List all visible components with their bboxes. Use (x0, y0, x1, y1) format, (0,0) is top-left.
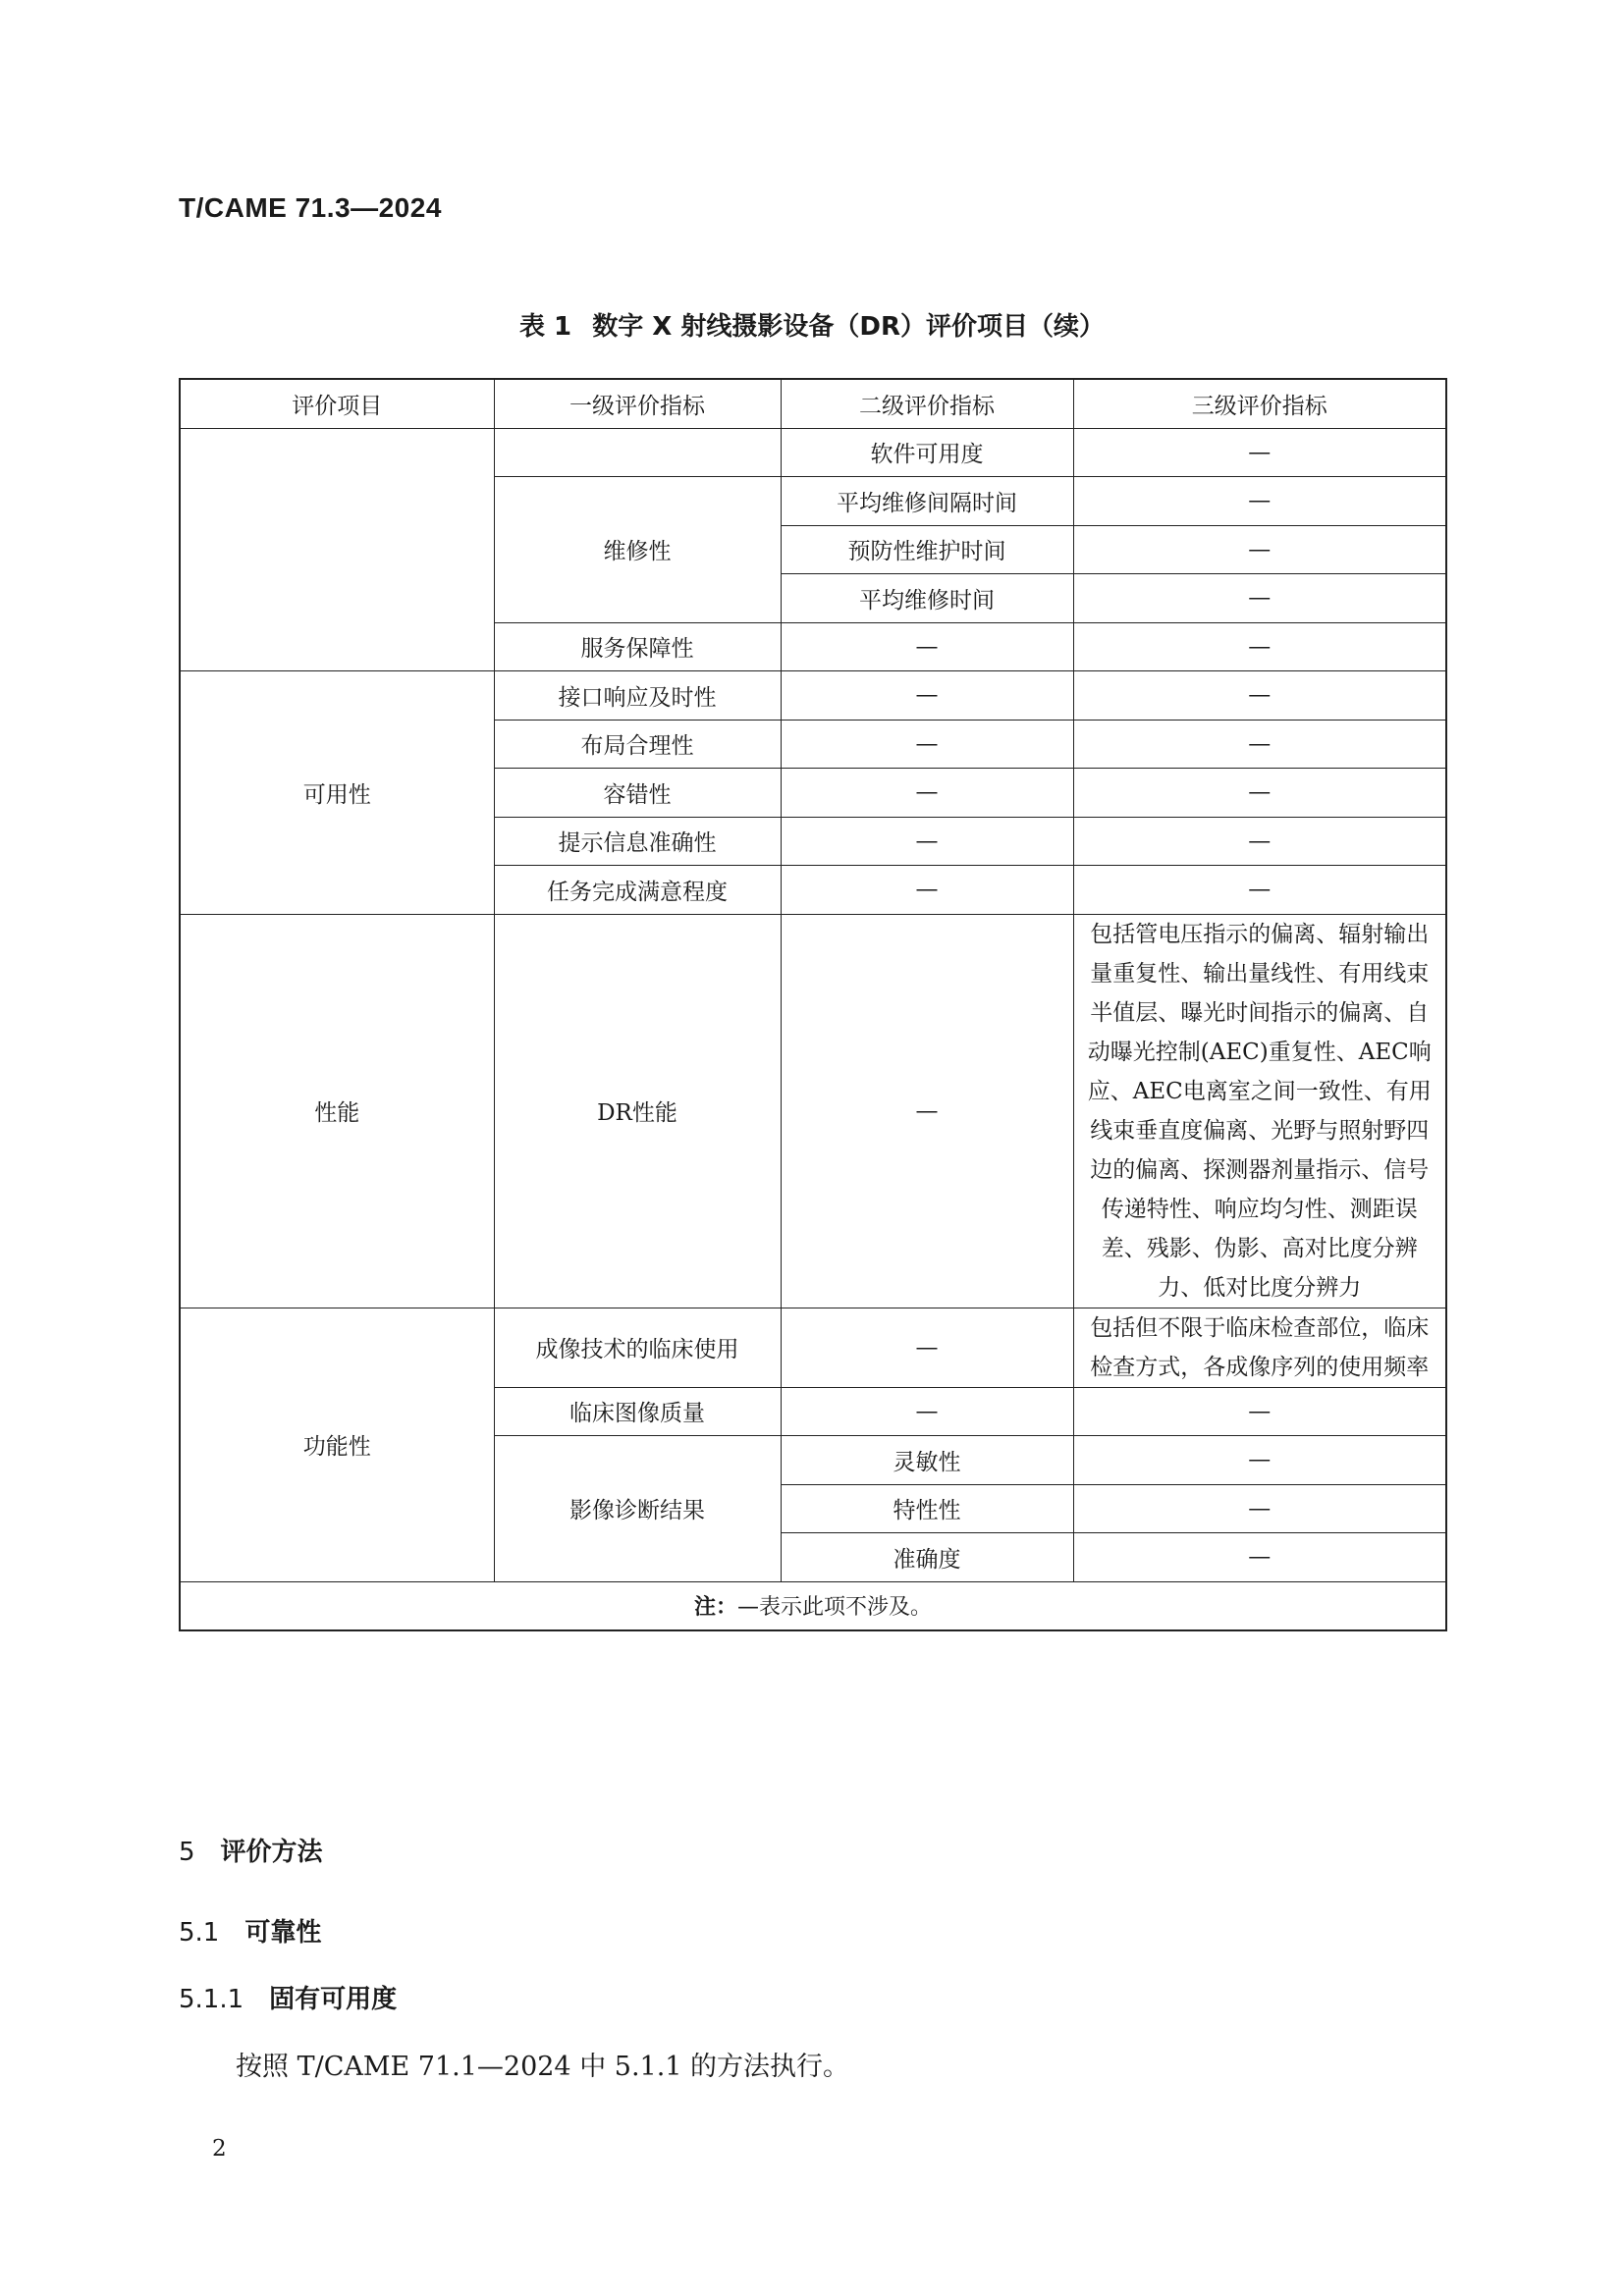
cell-preventive-maintenance: 预防性维护时间 (781, 525, 1073, 574)
cell-dash: — (781, 1308, 1073, 1387)
cell-dash: — (781, 1387, 1073, 1436)
col-header-item: 评价项目 (180, 379, 494, 428)
cell-dash: — (781, 866, 1073, 915)
cell-dash: — (1073, 1387, 1446, 1436)
cell-specificity: 特性性 (781, 1484, 1073, 1533)
cell-fault-tolerance: 容错性 (494, 769, 781, 818)
cell-dash: — (1073, 1533, 1446, 1582)
cell-dash: — (1073, 769, 1446, 818)
cell-service-support: 服务保障性 (494, 622, 781, 671)
cell-dash: — (1073, 720, 1446, 769)
section-5-1-heading (179, 1912, 321, 1949)
cell-dash: — (1073, 1484, 1446, 1533)
cell-prompt-accuracy: 提示信息准确性 (494, 817, 781, 866)
table-note (180, 1581, 1446, 1630)
evaluation-table (179, 378, 1447, 1631)
cell-dash: — (1073, 428, 1446, 477)
cell-dash: — (1073, 574, 1446, 623)
section-5-1-number: 5.1 (179, 1918, 220, 1948)
cell-dash: — (1073, 622, 1446, 671)
cell-dr-performance: DR性能 (494, 914, 781, 1308)
section-5-1-1-heading (179, 1979, 397, 2015)
cell-clinical-use: 成像技术的临床使用 (494, 1308, 781, 1387)
cell-mtbm: 平均维修间隔时间 (781, 477, 1073, 526)
cell-mttr: 平均维修时间 (781, 574, 1073, 623)
section-5-number: 5 (179, 1838, 195, 1867)
cell-dash: — (1073, 525, 1446, 574)
cell-empty-level1 (494, 428, 781, 477)
table-header-row (180, 379, 1446, 428)
cell-dr-performance-detail: 包括管电压指示的偏离、辐射输出量重复性、输出量线性、有用线束半值层、曝光时间指示的偏离、自动曝光控制(AEC)重复性、AEC响应、AEC电离室之间一致性、有用线束垂直度偏离、光野与照射野四边的偏离、探测器剂量指示、信号传递特性、响应均匀性、测距误差、残影、伪影、高对比度分辨力、低对比度分辨力 (1073, 914, 1446, 1308)
section-5-1-1-title: 固有可用度 (269, 1985, 398, 2014)
cell-performance: 性能 (180, 914, 494, 1308)
page-number: 2 (212, 2136, 227, 2162)
cell-functionality: 功能性 (180, 1308, 494, 1581)
cell-task-satisfaction: 任务完成满意程度 (494, 866, 781, 915)
table-row (180, 914, 1446, 1308)
cell-dash: — (1073, 477, 1446, 526)
section-5-1-1-number: 5.1.1 (179, 1985, 244, 2014)
table-row (180, 428, 1446, 477)
cell-dash: — (781, 622, 1073, 671)
col-header-level2: 二级评价指标 (781, 379, 1073, 428)
cell-dash: — (1073, 817, 1446, 866)
cell-dash: — (781, 769, 1073, 818)
cell-accuracy: 准确度 (781, 1533, 1073, 1582)
table-row (180, 1308, 1446, 1387)
cell-software-availability: 软件可用度 (781, 428, 1073, 477)
table-title-text: 数字 X 射线摄影设备（DR）评价项目（续） (592, 312, 1105, 342)
table-note-row (180, 1581, 1446, 1630)
cell-dash: — (781, 817, 1073, 866)
note-text: —表示此项不涉及。 (737, 1595, 933, 1621)
standard-number: T/CAME 71.3—2024 (179, 192, 442, 223)
section-5-1-1-text: 按照 T/CAME 71.1—2024 中 5.1.1 的方法执行。 (236, 2052, 850, 2082)
col-header-level1: 一级评价指标 (494, 379, 781, 428)
section-5-1-title: 可靠性 (244, 1918, 322, 1948)
table-title-label: 表 1 (519, 312, 572, 342)
table-title (0, 306, 1624, 343)
cell-clinical-use-detail: 包括但不限于临床检查部位，临床检查方式，各成像序列的使用频率 (1073, 1308, 1446, 1387)
cell-image-quality: 临床图像质量 (494, 1387, 781, 1436)
cell-sensitivity: 灵敏性 (781, 1436, 1073, 1485)
cell-interface-timeliness: 接口响应及时性 (494, 671, 781, 721)
cell-maintainability: 维修性 (494, 477, 781, 623)
cell-diagnosis-result: 影像诊断结果 (494, 1436, 781, 1582)
cell-dash: — (781, 914, 1073, 1308)
table-row (180, 671, 1446, 721)
cell-dash: — (1073, 1436, 1446, 1485)
cell-dash: — (1073, 671, 1446, 721)
cell-usability: 可用性 (180, 671, 494, 915)
section-5-title: 评价方法 (220, 1838, 323, 1867)
note-label: 注： (693, 1595, 737, 1621)
col-header-level3: 三级评价指标 (1073, 379, 1446, 428)
cell-empty-item (180, 428, 494, 671)
cell-dash: — (781, 720, 1073, 769)
cell-layout-rationality: 布局合理性 (494, 720, 781, 769)
section-5-heading (179, 1832, 323, 1868)
cell-dash: — (781, 671, 1073, 721)
cell-dash: — (1073, 866, 1446, 915)
